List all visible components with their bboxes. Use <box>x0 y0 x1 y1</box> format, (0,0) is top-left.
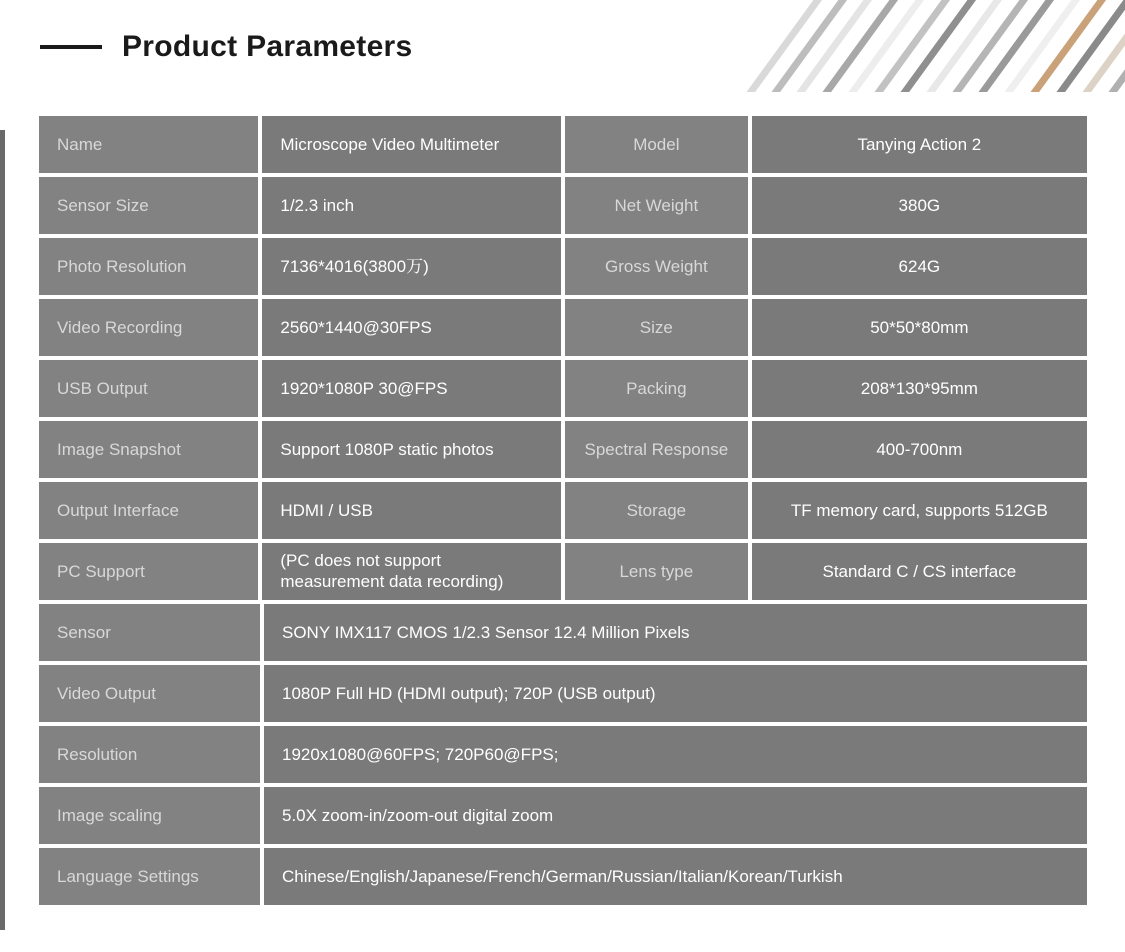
spec-value: 400-700nm <box>752 421 1087 478</box>
table-row <box>39 116 1087 173</box>
title-dash-icon <box>40 45 102 49</box>
spec-label: Photo Resolution <box>39 238 258 295</box>
spec-value: 1920*1080P 30@FPS <box>262 360 561 417</box>
table-row <box>39 604 1087 661</box>
page-title <box>40 30 413 64</box>
decorative-stripe-banner <box>625 0 1125 92</box>
spec-value: 380G <box>752 177 1087 234</box>
spec-value: 1080P Full HD (HDMI output); 720P (USB output) <box>264 665 1087 722</box>
spec-label: Lens type <box>565 543 748 600</box>
table-row <box>39 238 1087 295</box>
table-row <box>39 482 1087 539</box>
table-row <box>39 543 1087 600</box>
table-row <box>39 421 1087 478</box>
spec-value: Microscope Video Multimeter <box>262 116 561 173</box>
spec-label: Name <box>39 116 258 173</box>
spec-label: Image scaling <box>39 787 260 844</box>
spec-value: 50*50*80mm <box>752 299 1087 356</box>
spec-label: Spectral Response <box>565 421 748 478</box>
spec-label: Net Weight <box>565 177 748 234</box>
page-title-text: Product Parameters <box>122 30 413 63</box>
spec-value: Chinese/English/Japanese/French/German/Russian/Italian/Korean/Turkish <box>264 848 1087 905</box>
spec-label: Size <box>565 299 748 356</box>
spec-label: PC Support <box>39 543 258 600</box>
spec-label: Video Recording <box>39 299 258 356</box>
spec-value: 2560*1440@30FPS <box>262 299 561 356</box>
spec-label: USB Output <box>39 360 258 417</box>
table-row <box>39 177 1087 234</box>
spec-value: Support 1080P static photos <box>262 421 561 478</box>
spec-label: Sensor Size <box>39 177 258 234</box>
spec-label: Language Settings <box>39 848 260 905</box>
spec-value: HDMI / USB <box>262 482 561 539</box>
spec-value: 5.0X zoom-in/zoom-out digital zoom <box>264 787 1087 844</box>
table-row <box>39 726 1087 783</box>
spec-label: Image Snapshot <box>39 421 258 478</box>
spec-label: Storage <box>565 482 748 539</box>
spec-label: Gross Weight <box>565 238 748 295</box>
spec-value: SONY IMX117 CMOS 1/2.3 Sensor 12.4 Million Pixels <box>264 604 1087 661</box>
spec-value: 624G <box>752 238 1087 295</box>
spec-label: Resolution <box>39 726 260 783</box>
left-accent-bar <box>0 130 5 930</box>
spec-value: TF memory card, supports 512GB <box>752 482 1087 539</box>
spec-value: 1/2.3 inch <box>262 177 561 234</box>
spec-label: Model <box>565 116 748 173</box>
spec-value: 208*130*95mm <box>752 360 1087 417</box>
spec-value: Standard C / CS interface <box>752 543 1087 600</box>
table-row <box>39 787 1087 844</box>
table-row <box>39 665 1087 722</box>
spec-label: Sensor <box>39 604 260 661</box>
spec-label: Output Interface <box>39 482 258 539</box>
spec-label: Video Output <box>39 665 260 722</box>
spec-value: Tanying Action 2 <box>752 116 1087 173</box>
table-row <box>39 299 1087 356</box>
spec-value: 7136*4016(3800万) <box>262 238 561 295</box>
spec-value: 1920x1080@60FPS; 720P60@FPS; <box>264 726 1087 783</box>
table-row <box>39 360 1087 417</box>
spec-label: Packing <box>565 360 748 417</box>
spec-value: (PC does not support measurement data recording) <box>262 543 561 600</box>
specs-table <box>39 116 1087 909</box>
table-row <box>39 848 1087 905</box>
